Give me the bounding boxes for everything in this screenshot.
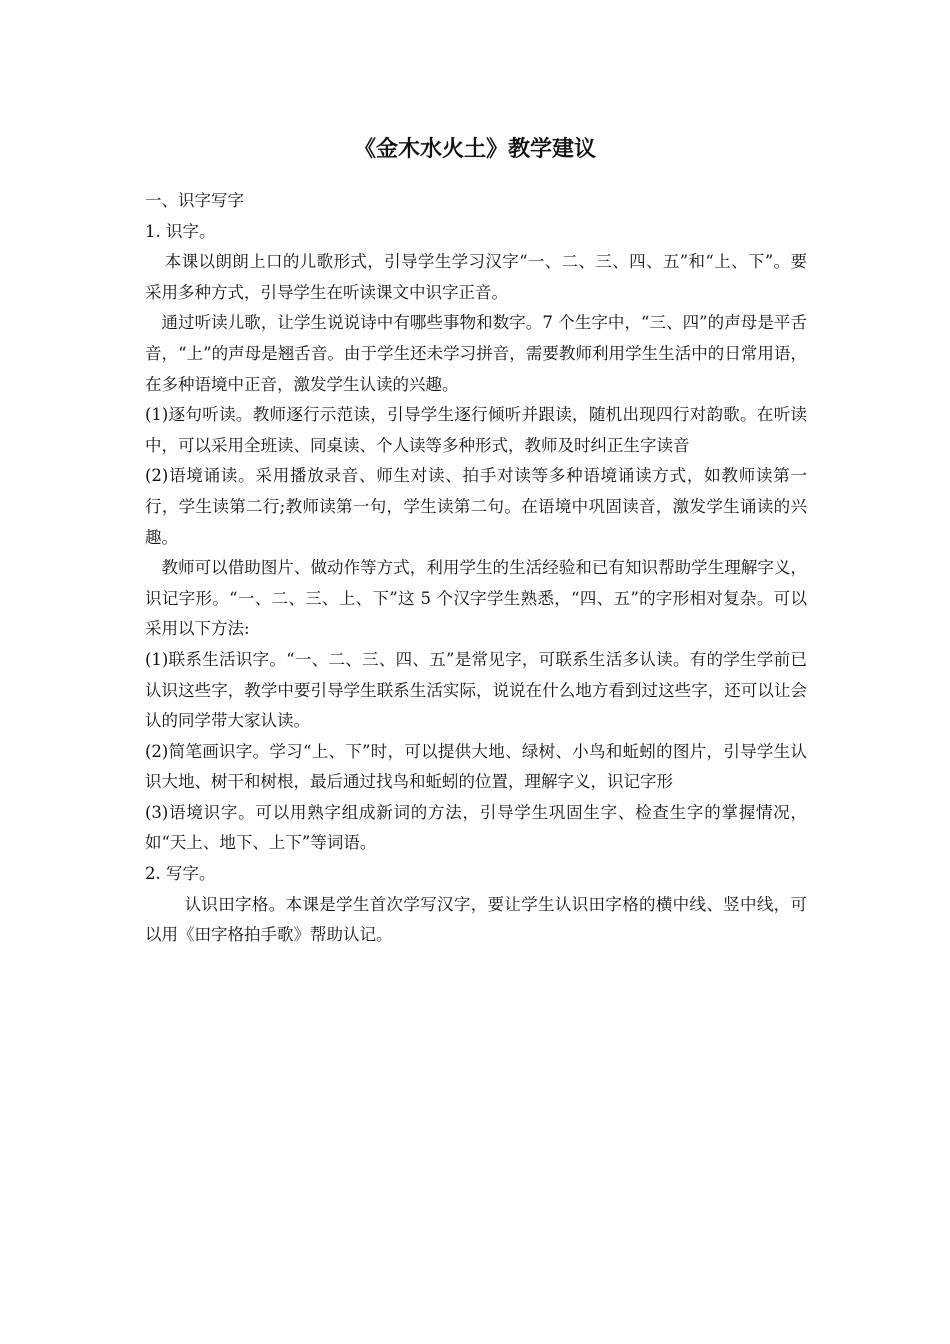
paragraph: (1)联系生活识字。“一、二、三、四、五”是常见字，可联系生活多认读。有的学生学前已认识这些字，教学中要引导学生联系生活实际，说说在什么地方看到过这些字，还可以让会认的同学带大家认读。	[145, 649, 807, 731]
subsection-heading: 1. 识字。	[145, 221, 216, 241]
paragraph: (3)语境识字。可以用熟字组成新词的方法，引导学生巩固生字、检查生字的掌握情况，如“天上、地下、上下”等词语。	[145, 802, 807, 853]
paragraph: 认识田字格。本课是学生首次学写汉字，要让学生认识田字格的横中线、竖中线，可以用《田字格拍手歌》帮助认记。	[145, 894, 807, 945]
paragraph: 教师可以借助图片、做动作等方式，利用学生的生活经验和已有知识帮助学生理解字义，识记字形。“一、二、三、上、下”这 5 个汉字学生熟悉，“四、五”的字形相对复杂。可以采用以下方法:	[145, 558, 807, 639]
paragraph: (2)语境诵读。采用播放录音、师生对读、拍手对读等多种语境诵读方式，如教师读第一行，学生读第二行;教师读第一句，学生读第二句。在语境中巩固读音，激发学生诵读的兴趣。	[145, 466, 807, 547]
paragraph: (1)逐句听读。教师逐行示范读，引导学生逐行倾听并跟读，随机出现四行对韵歌。在听读中，可以采用全班读、同桌读、个人读等多种形式，教师及时纠正生字读音	[145, 405, 807, 455]
paragraph: 本课以朗朗上口的儿歌形式，引导学生学习汉字“一、二、三、四、五”和“上、下”。要采用多种方式，引导学生在听读课文中识字正音。	[145, 252, 807, 302]
paragraph: 通过听读儿歌，让学生说说诗中有哪些事物和数字。7 个生字中，“三、四”的声母是平舌音，“上”的声母是翘舌音。由于学生还未学习拼音，需要教师利用学生生活中的日常用语，在多种语境中正音，激发学生认读的兴趣。	[145, 313, 807, 394]
section-heading: 一、识字写字	[145, 191, 244, 210]
subsection-heading: 2. 写字。	[145, 864, 216, 884]
paragraph: (2)简笔画识字。学习“上、下”时，可以提供大地、绿树、小鸟和蚯蚓的图片，引导学生认识大地、树干和树根，最后通过找鸟和蚯蚓的位置，理解字义，识记字形	[145, 741, 807, 792]
document-title: 《金木水火土》教学建议	[353, 137, 596, 162]
document-body	[145, 186, 807, 951]
